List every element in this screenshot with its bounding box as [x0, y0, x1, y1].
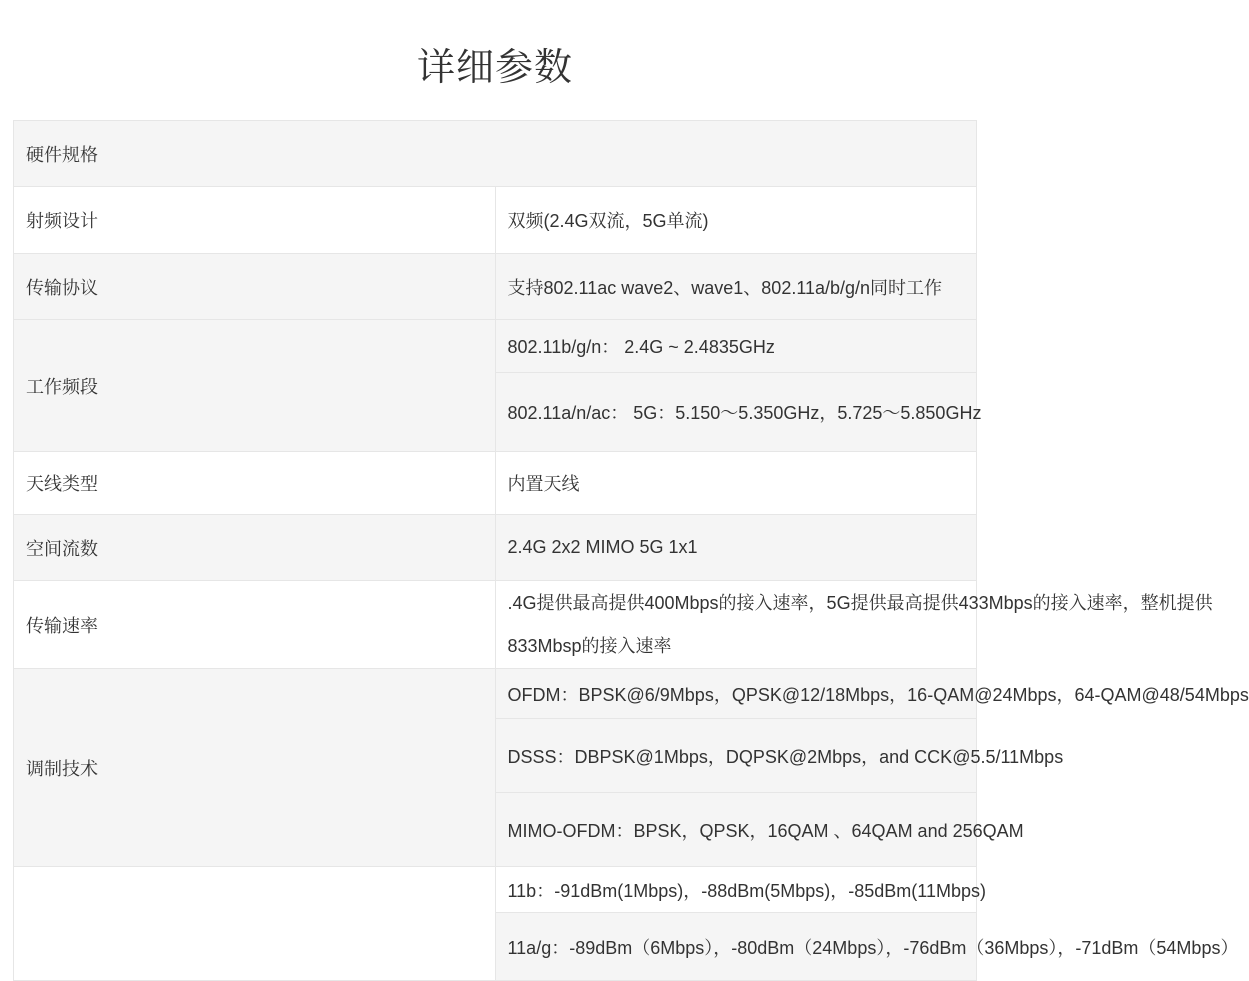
row-label: 空间流数 [14, 515, 496, 581]
row-label: 调制技术 [14, 669, 496, 867]
table-row [14, 320, 977, 373]
table-row [14, 669, 977, 719]
row-value: 双频(2.4G双流，5G单流) [495, 187, 977, 254]
row-value: 802.11a/n/ac： 5G：5.150～5.350GHz，5.725～5.850GHz [495, 373, 977, 452]
row-value: DSSS：DBPSK@1Mbps，DQPSK@2Mbps，and CCK@5.5/11Mbps [495, 719, 977, 793]
row-value: OFDM：BPSK@6/9Mbps，QPSK@12/18Mbps，16-QAM@24Mbps，64-QAM@48/54Mbps [495, 669, 977, 719]
section-header: 硬件规格 [14, 121, 977, 187]
row-label: 天线类型 [14, 452, 496, 515]
table-row [14, 254, 977, 320]
table-row [14, 187, 977, 254]
table-row [14, 515, 977, 581]
section-header-row [14, 121, 977, 187]
table-row [14, 867, 977, 913]
spec-table [13, 120, 1249, 981]
row-label: 工作频段 [14, 320, 496, 452]
page-title: 详细参数 [416, 47, 573, 89]
row-value: 11b：-91dBm(1Mbps)，-88dBm(5Mbps)，-85dBm(11Mbps) [495, 867, 977, 913]
row-label: 射频设计 [14, 187, 496, 254]
rate-line-1: .4G提供最高提供400Mbps的接入速率，5G提供最高提供433Mbps的接入速率，整机提供 [507, 592, 1213, 613]
row-value: 802.11b/g/n： 2.4G ~ 2.4835GHz [495, 320, 977, 373]
row-label: 传输协议 [14, 254, 496, 320]
table-row [14, 452, 977, 515]
row-value: 11a/g：-89dBm（6Mbps），-80dBm（24Mbps），-76dBm（36Mbps），-71dBm（54Mbps） [495, 913, 977, 981]
row-value: MIMO-OFDM：BPSK，QPSK，16QAM 、64QAM and 256QAM [495, 793, 977, 867]
rate-line-2: 833Mbsp的接入速率 [507, 635, 672, 656]
row-value [495, 581, 1213, 669]
row-label [14, 867, 496, 981]
table-row [14, 581, 977, 669]
row-value: 内置天线 [495, 452, 977, 515]
row-value: 2.4G 2x2 MIMO 5G 1x1 [495, 515, 977, 581]
row-label: 传输速率 [14, 581, 496, 669]
row-value: 支持802.11ac wave2、wave1、802.11a/b/g/n同时工作 [495, 254, 977, 320]
